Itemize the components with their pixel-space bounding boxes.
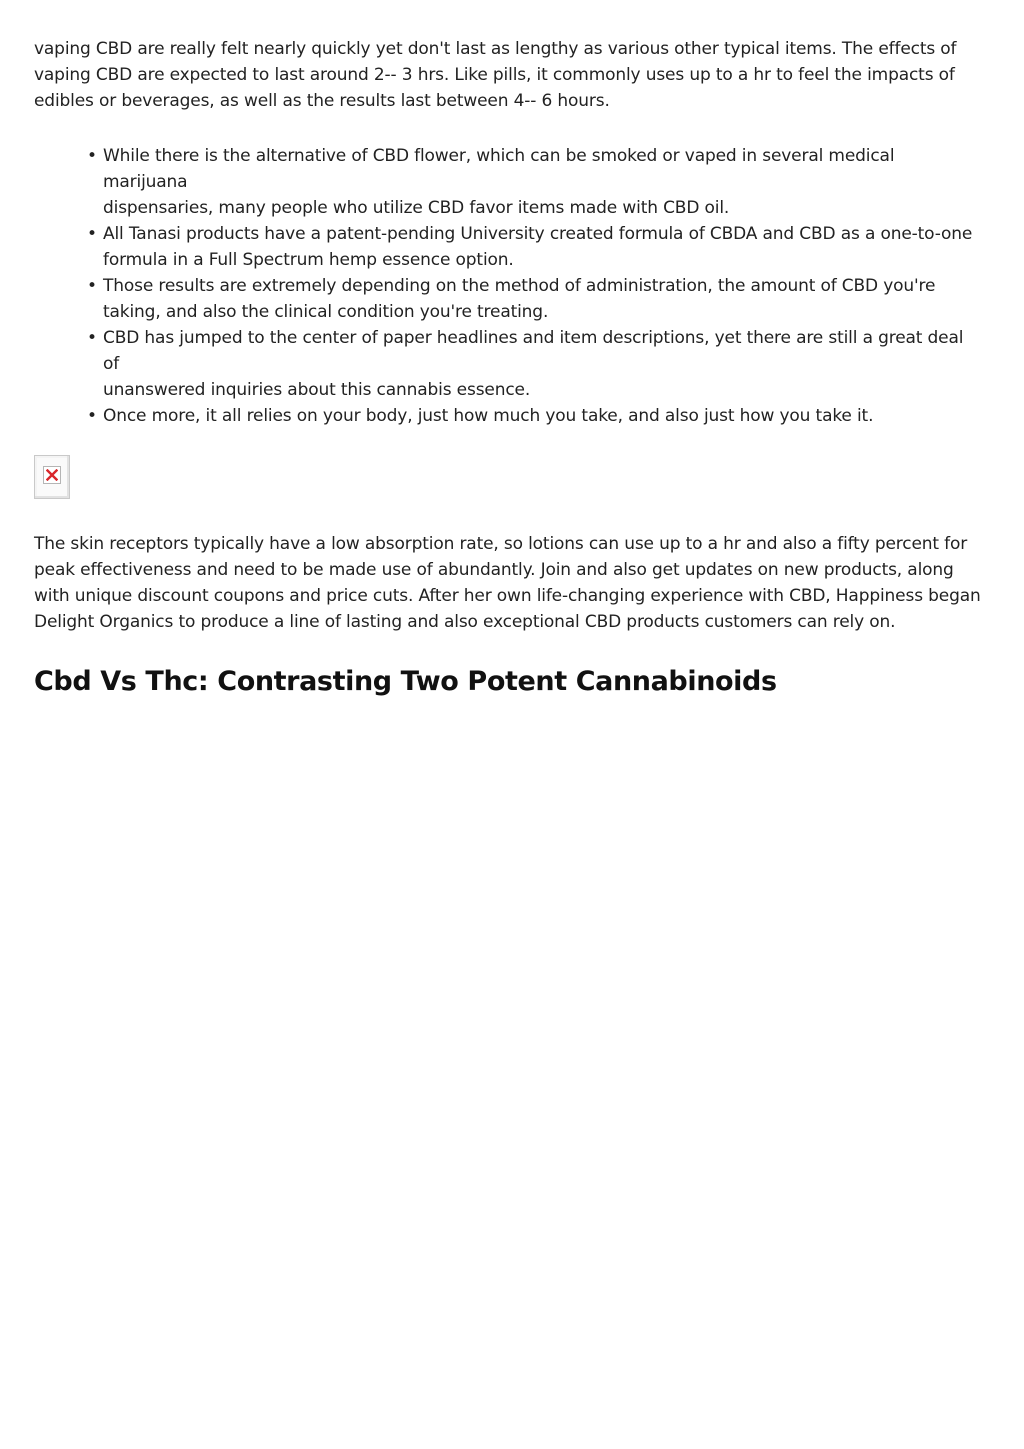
paragraph-line: peak effectiveness and need to be made use of abundantly. Join and also get updates on new products, along bbox=[34, 560, 954, 580]
list-item-line: CBD has jumped to the center of paper headlines and item descriptions, yet there are still a great deal of bbox=[103, 328, 964, 374]
bullet-marker: • bbox=[87, 406, 97, 426]
paragraph-line: Delight Organics to produce a line of lasting and also exceptional CBD products customers can rely on. bbox=[34, 612, 896, 632]
list-item-line: unanswered inquiries about this cannabis essence. bbox=[103, 380, 531, 400]
body-paragraph bbox=[34, 531, 984, 635]
list-item-line: taking, and also the clinical condition you're treating. bbox=[103, 302, 549, 322]
intro-paragraph bbox=[34, 36, 984, 114]
document-page bbox=[34, 36, 984, 700]
intro-line: edibles or beverages, as well as the results last between 4-- 6 hours. bbox=[34, 91, 610, 111]
list-item bbox=[87, 403, 984, 429]
bullet-marker: • bbox=[87, 328, 97, 348]
paragraph-line: with unique discount coupons and price cuts. After her own life-changing experience with CBD, Happiness began bbox=[34, 586, 981, 606]
intro-line: vaping CBD are expected to last around 2-- 3 hrs. Like pills, it commonly uses up to a hr to feel the impacts of bbox=[34, 65, 955, 85]
list-item-line: Once more, it all relies on your body, just how much you take, and also just how you take it. bbox=[103, 406, 874, 426]
bullet-marker: • bbox=[87, 224, 97, 244]
paragraph-line: The skin receptors typically have a low absorption rate, so lotions can use up to a hr and also a fifty percent for bbox=[34, 534, 968, 554]
broken-image-placeholder[interactable] bbox=[34, 455, 70, 499]
list-item bbox=[87, 273, 984, 325]
intro-line: vaping CBD are really felt nearly quickly yet don't last as lengthy as various other typical items. The effects of bbox=[34, 39, 957, 59]
list-item bbox=[87, 325, 984, 403]
list-item-line: formula in a Full Spectrum hemp essence option. bbox=[103, 250, 514, 270]
list-item bbox=[87, 221, 984, 273]
bullet-list bbox=[34, 143, 984, 429]
broken-image-icon bbox=[43, 466, 61, 484]
list-item bbox=[87, 143, 984, 221]
close-x-icon bbox=[46, 469, 58, 481]
bullet-marker: • bbox=[87, 146, 97, 166]
list-item-line: Those results are extremely depending on the method of administration, the amount of CBD you're bbox=[103, 276, 936, 296]
section-heading: Cbd Vs Thc: Contrasting Two Potent Cannabinoids bbox=[34, 666, 777, 697]
bullet-marker: • bbox=[87, 276, 97, 296]
list-item-line: While there is the alternative of CBD flower, which can be smoked or vaped in several medical marijuana bbox=[103, 146, 895, 192]
list-item-line: dispensaries, many people who utilize CBD favor items made with CBD oil. bbox=[103, 198, 730, 218]
list-item-line: All Tanasi products have a patent-pending University created formula of CBDA and CBD as a one-to-one bbox=[103, 224, 973, 244]
